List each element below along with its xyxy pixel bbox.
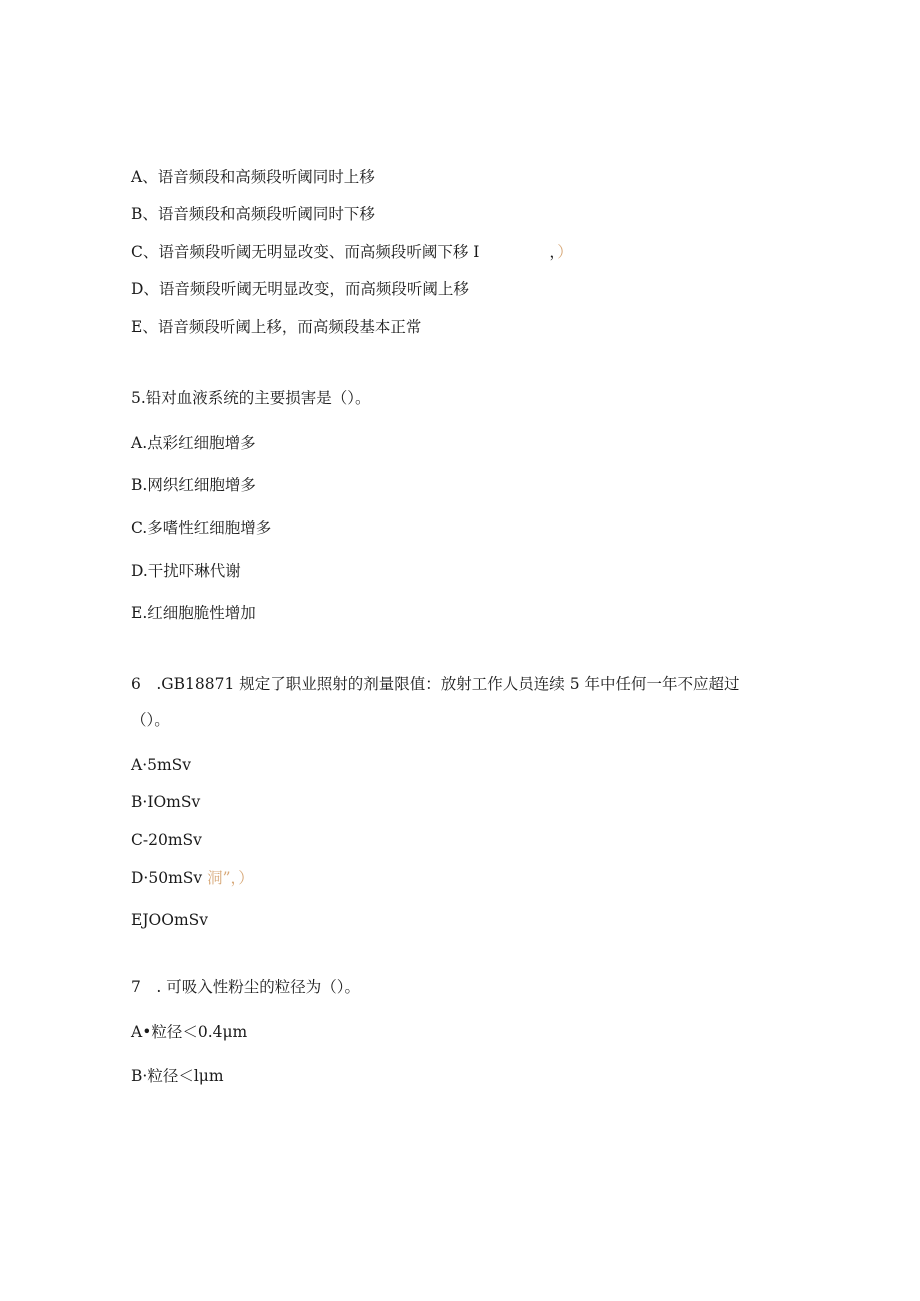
- q4-option-d: D、语音频段听阈无明显改变，而高频段听阈上移: [131, 280, 469, 298]
- q7-stem: 7 . 可吸入性粉尘的粒径为（）。: [131, 978, 360, 996]
- q6-option-b: B·IOmSv: [131, 793, 201, 811]
- q6-option-d-mark: 洞”，）: [207, 869, 254, 887]
- q4-option-c: [131, 242, 573, 262]
- q5-option-b: B.网织红细胞增多: [131, 476, 256, 494]
- q5-option-d: D.干扰吓琳代谢: [131, 562, 241, 580]
- q7-option-a: A•粒径＜0.4μm: [131, 1023, 248, 1041]
- q4-option-c-text: C、语音频段听阈无明显改变、而高频段听阈下移 I: [131, 243, 480, 261]
- q6-option-d-text: D·50mSv: [131, 869, 203, 887]
- q7-option-b: B·粒径＜lμm: [131, 1067, 224, 1085]
- q5-option-c: C.多嗜性红细胞增多: [131, 519, 272, 537]
- q4-option-a: A、语音频段和高频段听阈同时上移: [131, 168, 375, 186]
- q6-stem-line-1: 6 .GB18871 规定了职业照射的剂量限值：放射工作人员连续 5 年中任何一年不应超过: [131, 675, 740, 693]
- q5-option-e: E.红细胞脆性增加: [131, 604, 256, 622]
- q4-option-c-comma: ，: [549, 243, 558, 261]
- q4-option-e: E、语音频段听阈上移，而高频段基本正常: [131, 318, 422, 336]
- q4-option-b: B、语音频段和高频段听阈同时下移: [131, 205, 375, 223]
- q5-stem: 5.铅对血液系统的主要损害是（）。: [131, 389, 371, 407]
- q6-option-e: EJOOmSv: [131, 911, 209, 929]
- q6-option-c: C-20mSv: [131, 831, 202, 849]
- q6-option-a: A·5mSv: [131, 756, 192, 774]
- q4-option-c-mark: ）: [557, 243, 573, 261]
- q6-stem-line-2: （）。: [131, 711, 170, 729]
- q6-option-d: [131, 868, 254, 888]
- q5-option-a: A.点彩红细胞增多: [131, 434, 256, 452]
